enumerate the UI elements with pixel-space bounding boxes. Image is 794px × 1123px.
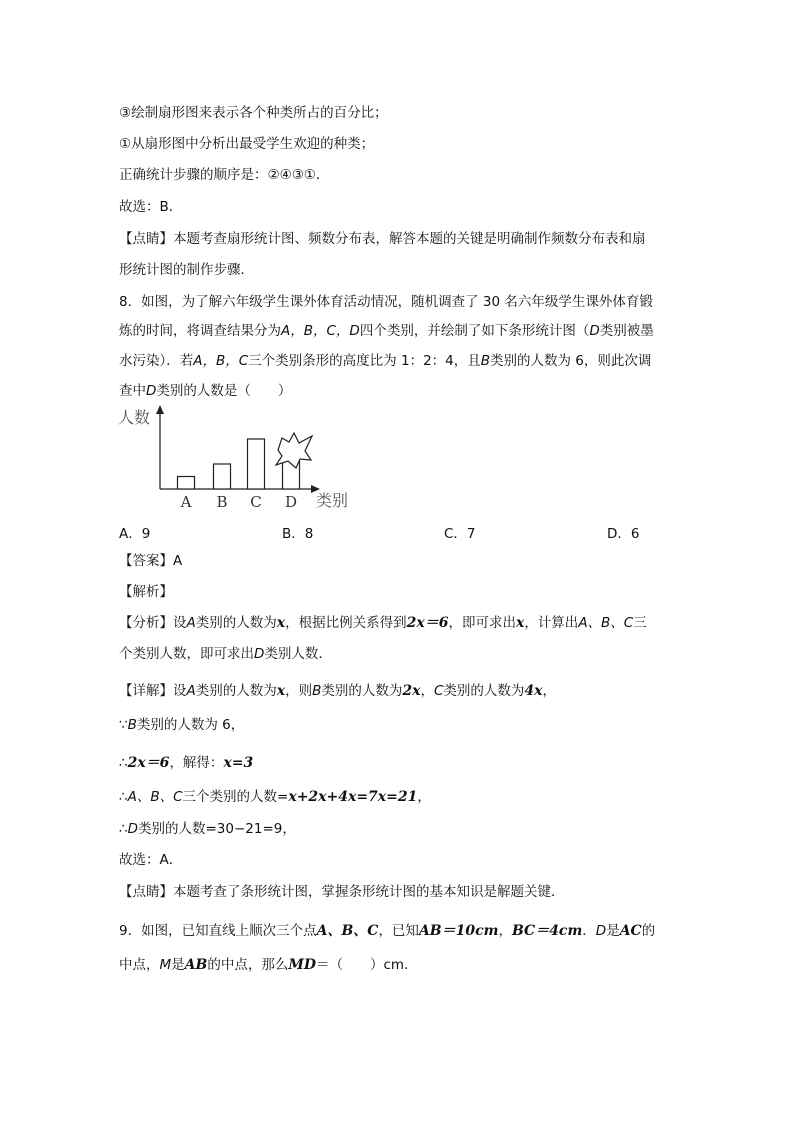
text: ∴	[119, 821, 128, 837]
var: D	[146, 383, 157, 399]
math: x	[515, 615, 525, 631]
text: 三个类别的人数=	[182, 789, 289, 805]
var: D	[589, 323, 600, 339]
text: ，	[498, 923, 512, 939]
text: 水污染）．若	[119, 353, 194, 369]
text: 的	[641, 923, 656, 939]
var: B	[127, 717, 137, 733]
q8-line-3	[119, 352, 651, 370]
math: AC	[619, 923, 642, 939]
var: A，B，C，D	[281, 323, 360, 339]
x-axis-label: 类别	[316, 491, 349, 510]
text: ．	[582, 923, 596, 939]
text: 类别的人数为 6，	[136, 717, 245, 733]
math: x	[276, 683, 286, 699]
tick-label-a: A	[180, 493, 192, 511]
q8-line-2	[119, 322, 654, 340]
line-6: 形统计图的制作步骤．	[119, 262, 254, 278]
bar-b	[214, 464, 231, 489]
text: ，解得：	[169, 755, 224, 771]
text: 类别的人数为	[321, 683, 403, 699]
line-5: 【点睛】本题考查扇形统计图、频数分布表，解答本题的关键是明确制作频数分布表和扇	[119, 231, 646, 247]
var: B	[480, 353, 491, 369]
detail-line-2	[119, 716, 244, 734]
math: AB＝10cm	[418, 923, 499, 939]
text: 9．如图，已知直线上顺次三个点	[119, 923, 317, 939]
answer-heading: 【答案】A	[119, 553, 183, 569]
option-d: D．6	[607, 526, 640, 542]
line-2: ①从扇形图中分析出最受学生欢迎的种类；	[119, 136, 375, 152]
text: 三个类别条形的高度比为 1：2：4，且	[248, 353, 481, 369]
text: ∴	[119, 755, 128, 771]
var: D	[127, 821, 138, 837]
line-3: 正确统计步骤的顺序是：②④③①．	[119, 167, 330, 183]
text: ，则	[285, 683, 313, 699]
text: 四个类别，并绘制了如下条形统计图（	[359, 323, 590, 339]
detail-line-5	[119, 820, 296, 838]
var: A、B、C	[578, 615, 634, 631]
math: 2x＝6	[406, 615, 449, 631]
text: 类别的人数为 6，则此次调	[490, 353, 652, 369]
text: 的中点，那么	[207, 957, 289, 973]
var: B	[312, 683, 322, 699]
text: 个类别人数，即可求出	[119, 646, 254, 662]
text: ，即可求出	[448, 615, 516, 631]
text: ，	[417, 789, 431, 805]
conclusion: 故选：A．	[119, 852, 183, 868]
text: 类别的人数是（ ）	[156, 383, 292, 399]
bar-chart	[118, 404, 368, 512]
text: ，已知	[378, 923, 419, 939]
tick-label-b: B	[216, 493, 228, 511]
math: x	[276, 615, 286, 631]
text: 类别的人数=30−21=9，	[138, 821, 296, 837]
text: 是	[606, 923, 620, 939]
text: ，根据比例关系得到	[285, 615, 407, 631]
var: C	[433, 683, 444, 699]
var: A，B，C	[193, 353, 249, 369]
text: ∴	[119, 789, 128, 805]
tick-label-d: D	[284, 493, 298, 511]
text: 类别被墨	[599, 323, 654, 339]
detail-line-3	[119, 754, 253, 772]
option-c: C．7	[444, 526, 476, 542]
bar-a	[178, 477, 195, 490]
detail-line-1	[119, 682, 556, 700]
text: ，	[542, 683, 556, 699]
text: 中点，	[119, 957, 160, 973]
bar-c	[248, 439, 265, 489]
text: 【分析】设	[119, 615, 187, 631]
var: A	[186, 615, 196, 631]
option-a: A．9	[119, 526, 151, 542]
math: AB	[184, 957, 208, 973]
analysis-line-1	[119, 614, 647, 632]
detail-line-4	[119, 788, 431, 806]
line-1: ③绘制扇形图来表示各个种类所占的百分比；	[119, 105, 388, 121]
text: 【详解】设	[119, 683, 187, 699]
math: BC＝4cm	[511, 923, 583, 939]
math: 4x	[524, 683, 543, 699]
text: 查中	[119, 383, 146, 399]
text: 类别的人数为	[195, 683, 277, 699]
option-b: B．8	[282, 526, 314, 542]
analysis-line-2	[119, 645, 332, 663]
q8-line-4	[119, 382, 291, 400]
var: A	[186, 683, 196, 699]
comment: 【点睛】本题考查了条形统计图，掌握条形统计图的基本知识是解题关键．	[119, 884, 565, 900]
text: 是	[171, 957, 185, 973]
var: D	[595, 923, 607, 939]
line-4: 故选：B．	[119, 199, 183, 215]
math: x=3	[223, 755, 254, 771]
var: D	[254, 646, 265, 662]
tick-label-c: C	[250, 493, 262, 511]
text: 炼的时间，将调查结果分为	[119, 323, 281, 339]
math: MD	[288, 957, 316, 973]
q9-line-2	[119, 956, 418, 974]
text: ，计算出	[524, 615, 579, 631]
text: 类别人数．	[264, 646, 332, 662]
text: ，	[420, 683, 434, 699]
q9-line-1	[119, 922, 655, 940]
var: A、B、C	[127, 789, 183, 805]
text: 三	[633, 615, 647, 631]
ink-blot	[276, 433, 312, 468]
var: M	[159, 957, 172, 973]
text: ∵	[119, 717, 128, 733]
y-axis-arrow	[156, 405, 164, 414]
text: ＝（ ）cm．	[316, 957, 418, 973]
math: x+2x+4x=7x=21	[288, 789, 418, 805]
analysis-heading: 【解析】	[119, 584, 173, 600]
y-axis-label: 人数	[118, 408, 151, 427]
text: 类别的人数为	[443, 683, 525, 699]
math: A、B、C	[316, 923, 379, 939]
text: 类别的人数为	[195, 615, 277, 631]
math: 2x	[402, 683, 421, 699]
math: 2x＝6	[127, 755, 170, 771]
q8-line-1: 8．如图，为了解六年级学生课外体育活动情况，随机调查了 30 名六年级学生课外体育锻	[119, 294, 653, 310]
